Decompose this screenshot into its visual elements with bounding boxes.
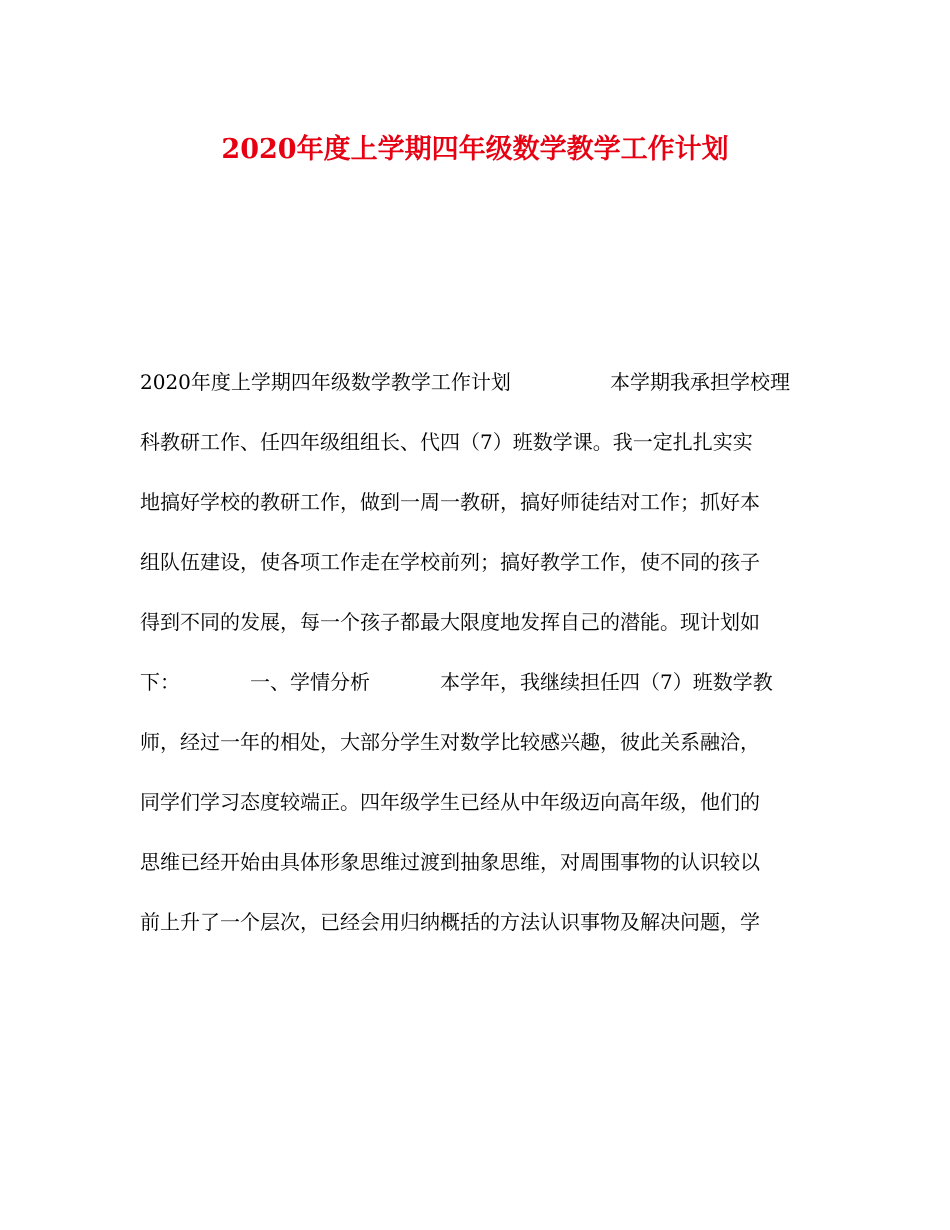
- body-line-10: [140, 902, 820, 962]
- body-line-9-part-1: 思维已经开始由具体形象思维过渡到抽象思维，对周围事物的认识较以: [140, 850, 760, 874]
- body-line-10-part-1: 前上升了一个层次，已经会用归纳概括的方法认识事物及解决问题，学: [140, 910, 760, 934]
- body-line-8-part-1: 同学们学习态度较端正。四年级学生已经从中年级迈向高年级，他们的: [140, 790, 760, 814]
- body-line-5-part-1: 得到不同的发展，每一个孩子都最大限度地发挥自己的潜能。现计划如: [140, 610, 760, 634]
- body-line-6-part-2: 一、学情分析: [250, 670, 370, 694]
- body-line-6: [140, 662, 820, 722]
- body-line-3-part-1: 地搞好学校的教研工作，做到一周一教研，搞好师徒结对工作；抓好本: [140, 490, 760, 514]
- document-title: 2020年度上学期四年级数学教学工作计划: [221, 134, 729, 165]
- document-body: [140, 362, 820, 962]
- body-line-1: [140, 362, 820, 422]
- body-line-1-part-2: 本学期我承担学校理: [610, 370, 790, 394]
- body-line-2: [140, 422, 820, 482]
- body-line-3: [140, 482, 820, 542]
- body-line-4-part-1: 组队伍建设，使各项工作走在学校前列；搞好教学工作，使不同的孩子: [140, 550, 760, 574]
- body-line-5: [140, 602, 820, 662]
- body-line-2-part-1: 科教研工作、任四年级组组长、代四（7）班数学课。我一定扎扎实实: [140, 430, 753, 454]
- body-line-8: [140, 782, 820, 842]
- body-line-1-part-1: 2020年度上学期四年级数学教学工作计划: [140, 370, 511, 394]
- body-line-7-part-1: 师，经过一年的相处，大部分学生对数学比较感兴趣，彼此关系融洽，: [140, 730, 760, 754]
- body-line-7: [140, 722, 820, 782]
- body-line-9: [140, 842, 820, 902]
- body-line-6-part-3: 本学年，我继续担任四（7）班数学教: [440, 670, 773, 694]
- body-line-6-part-1: 下：: [140, 670, 180, 694]
- body-line-4: [140, 542, 820, 602]
